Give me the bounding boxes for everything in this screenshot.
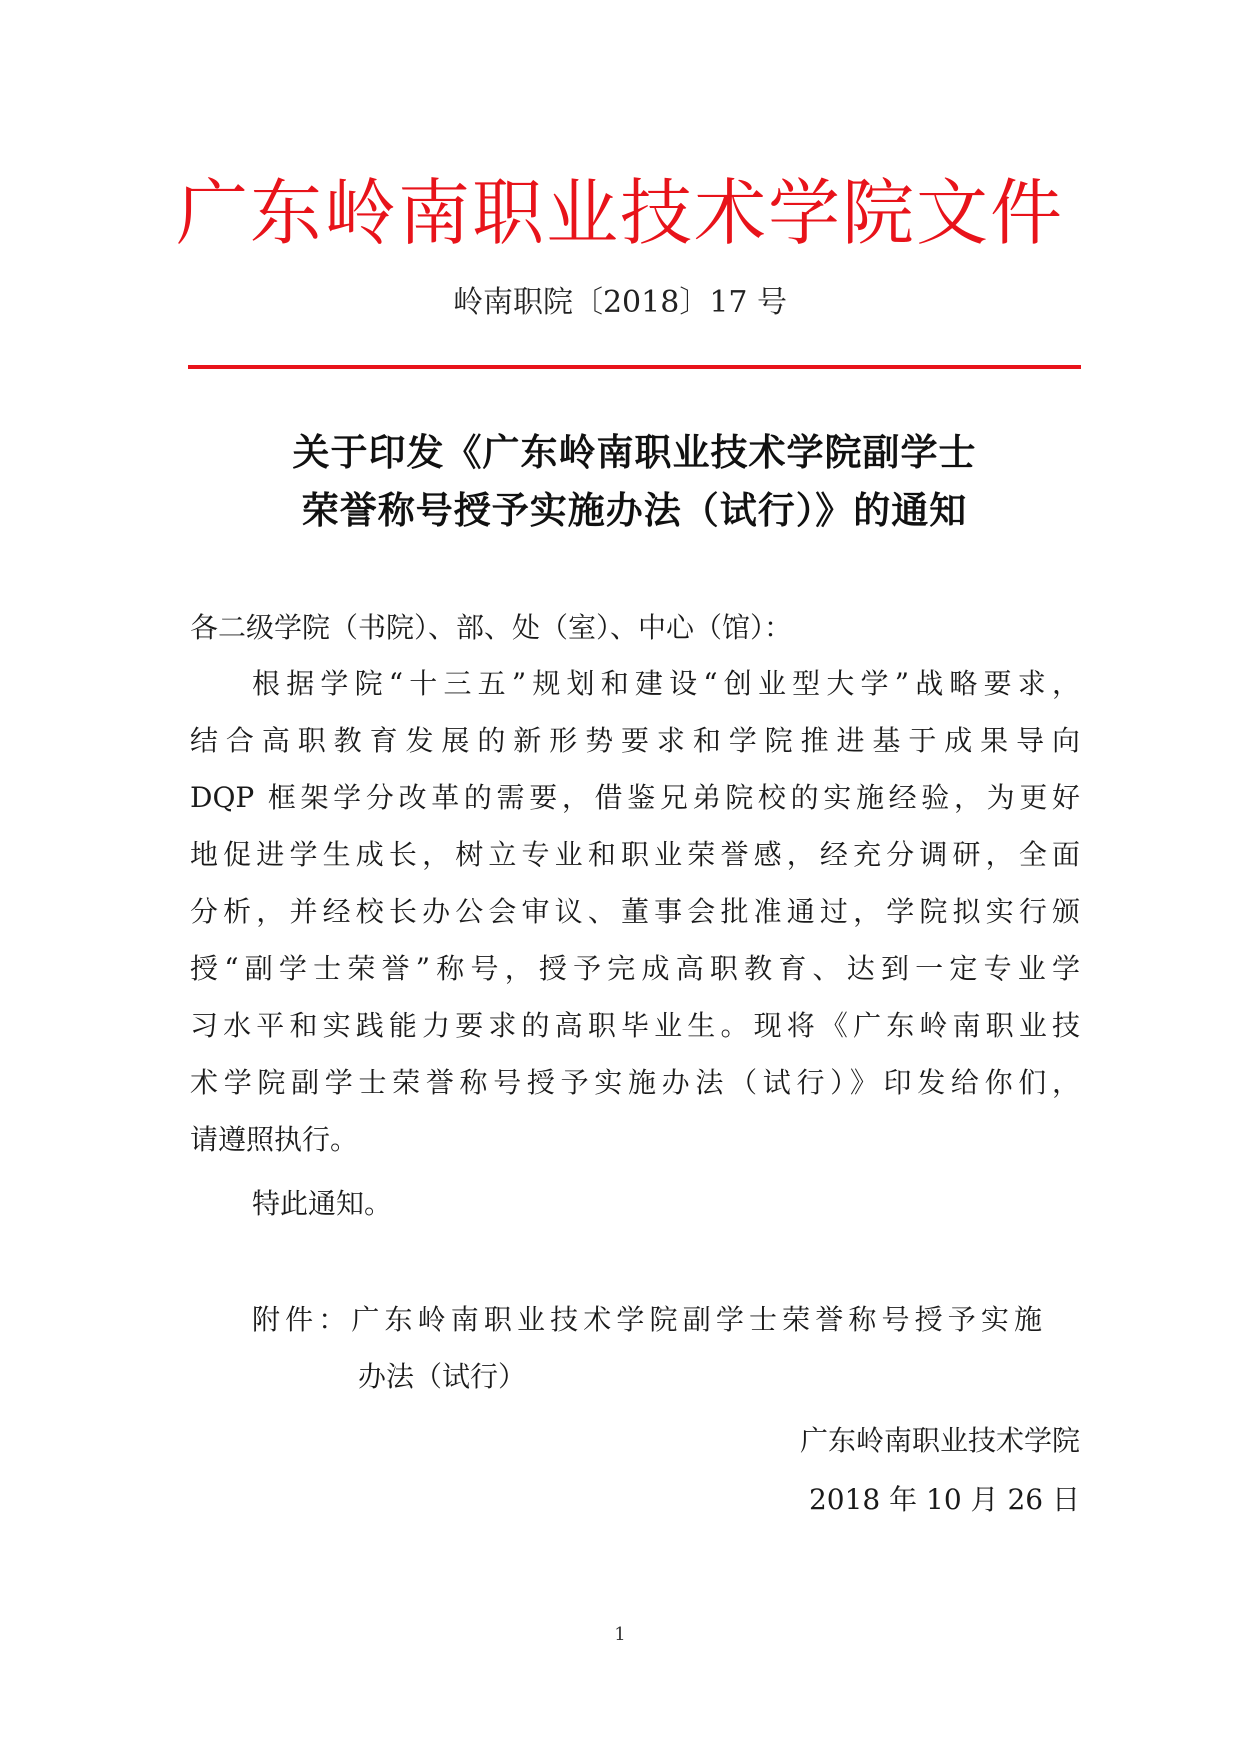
red-divider-line bbox=[188, 365, 1081, 369]
attachment-line-2: 办法（试行） bbox=[358, 1360, 527, 1393]
document-header-title: 广东岭南职业技术学院文件 bbox=[175, 171, 1064, 255]
recipients-line: 各二级学院（书院）、部、处（室）、中心（馆）： bbox=[190, 611, 793, 644]
paragraph-line-7: 习水平和实践能力要求的高职毕业生。现将《广东岭南职业技 bbox=[190, 1009, 1080, 1042]
notice-title-line-2: 荣誉称号授予实施办法（试行）》的通知 bbox=[301, 488, 968, 532]
issuer-signature: 广东岭南职业技术学院 bbox=[799, 1424, 1080, 1457]
issue-date: 2018 年 10 月 26 日 bbox=[808, 1483, 1080, 1516]
paragraph-line-2: 结合高职教育发展的新形势要求和学院推进基于成果导向 bbox=[190, 724, 1080, 757]
paragraph-line-5: 分析，并经校长办公会审议、董事会批准通过，学院拟实行颁 bbox=[190, 895, 1080, 928]
paragraph-line-4: 地促进学生成长，树立专业和职业荣誉感，经充分调研，全面 bbox=[190, 838, 1080, 871]
paragraph-line-6: 授“副学士荣誉”称号，授予完成高职教育、达到一定专业学 bbox=[190, 952, 1080, 985]
attachment-line-1: 附件：广东岭南职业技术学院副学士荣誉称号授予实施 bbox=[252, 1303, 1042, 1336]
page-number: 1 bbox=[614, 1624, 626, 1645]
paragraph-line-3: DQP 框架学分改革的需要，借鉴兄弟院校的实施经验，为更好 bbox=[190, 781, 1080, 814]
closing-line: 特此通知。 bbox=[252, 1187, 393, 1220]
paragraph-line-1: 根据学院“十三五”规划和建设“创业型大学”战略要求， bbox=[252, 667, 1080, 700]
notice-title-line-1: 关于印发《广东岭南职业技术学院副学士 bbox=[292, 430, 977, 474]
paragraph-line-8: 术学院副学士荣誉称号授予实施办法（试行）》印发给你们， bbox=[190, 1066, 1080, 1099]
document-number: 岭南职院〔2018〕17 号 bbox=[452, 285, 788, 320]
paragraph-line-9: 请遵照执行。 bbox=[190, 1123, 359, 1156]
